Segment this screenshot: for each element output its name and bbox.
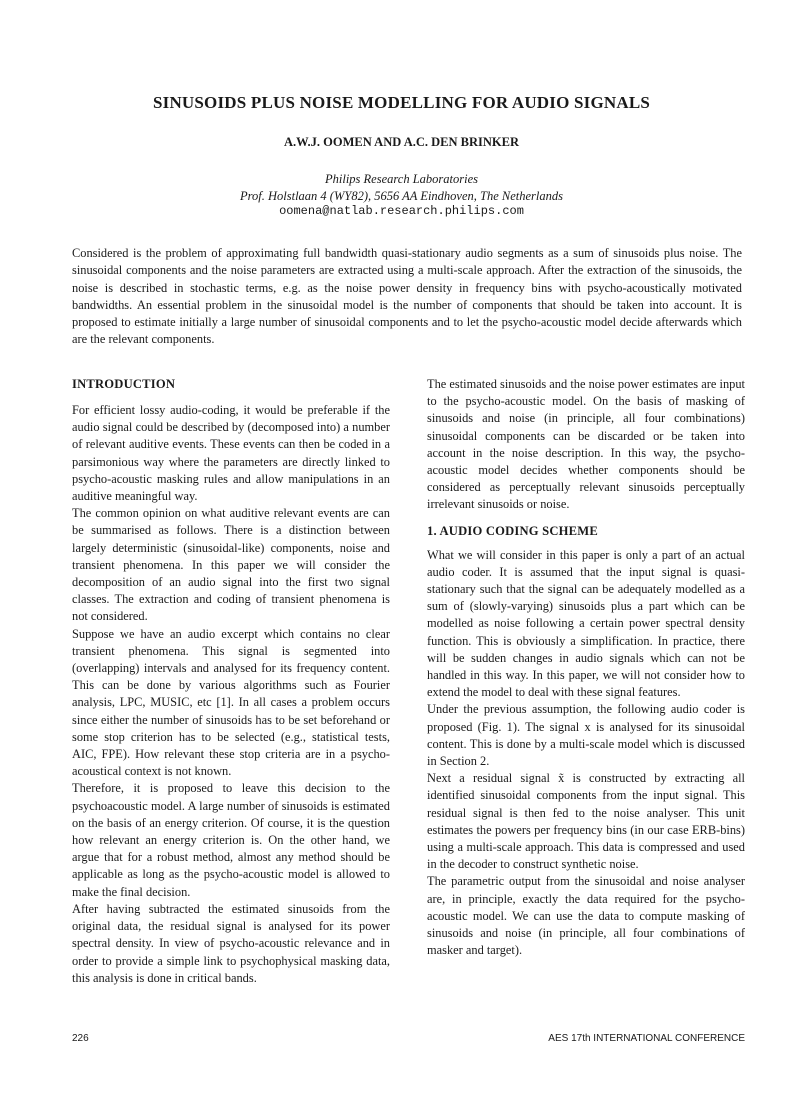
paragraph: The common opinion on what auditive relevant events are can be summarised as follows. There is a distinction between largely deterministic (sinusoidal-like) components, noise and transient phenomena. In this paper we will consider the decomposition of an audio signal into the first two signal classes. The extraction and coding of transient phenomena is not considered.	[72, 506, 390, 624]
affiliation-institution: Philips Research Laboratories	[324, 172, 478, 186]
paragraph: After having subtracted the estimated sinusoids from the original data, the residual signal is analysed for its power spectral density. In view of psycho-acoustic relevance and in order to provide a simple link to psychophysical masking data, this analysis is done in critical bands.	[72, 901, 390, 985]
paragraph: Therefore, it is proposed to leave this decision to the psychoacoustic model. A large number of sinusoids is estimated on the basis of an energy criterion. Of course, it is the question how relevant an energy criterion is. On the other hand, we argue that for a robust method, almost any method should be applicable as long as the psycho-acoustic model is allowed to make the final decision.	[72, 781, 390, 899]
paragraph: What we will consider in this paper is only a part of an actual audio coder. It is assumed that the input signal is quasi-stationary such that the signal can be adequately modelled as a sum of (slowly-varying) sinusoids plus a part which can be modelled as noise following a certain power spectral density function. This is obviously a simplification. In practice, there will be sudden changes in audio signals which can not be handled in this way. In this paper, we will not consider how to extend the model to deal with these signal features.	[427, 547, 745, 700]
section-heading-audio-coding-scheme: 1. AUDIO CODING SCHEME	[427, 523, 598, 538]
abstract: Considered is the problem of approximating full bandwidth quasi-stationary audio segments as a sum of sinusoids plus noise. The sinusoidal components and the noise parameters are extracted using a multi-scale approach. After the extraction of the sinusoids, the noise is described in stochastic terms, e.g. as the noise power density in frequency bins with psycho-acoustically motivated bandwidths. An essential problem in the sinusoidal model is the number of components that should be taken into account. It is proposed to estimate initially a large number of sinusoidal components and to let the psycho-acoustic model decide afterwards which are the relevant components.	[72, 246, 742, 347]
author-email: oomena@natlab.research.philips.com	[279, 204, 524, 218]
paper-title: SINUSOIDS PLUS NOISE MODELLING FOR AUDIO SIGNALS	[152, 93, 651, 112]
right-column	[427, 376, 745, 960]
paragraph: Under the previous assumption, the following audio coder is proposed (Fig. 1). The signal x is analysed for its sinusoidal content. This is done by a multi-scale model which is discussed in Section 2.	[427, 702, 745, 769]
conference-name: AES 17th INTERNATIONAL CONFERENCE	[548, 1033, 745, 1044]
paragraph: Suppose we have an audio excerpt which contains no clear transient phenomena. This signal is segmented into (overlapping) intervals and analysed for its frequency content. This can be done by various algorithms such as Fourier analysis, LPC, MUSIC, etc [1]. In all cases a problem occurs since either the number of sinusoids has to be set beforehand or some stop criterion has to be selected (e.g., statistical tests, AIC, FPE). How relevant these stop criteria are in a psycho-acoustical context is not known.	[72, 626, 390, 779]
page-number: 226	[72, 1033, 89, 1044]
paragraph: For efficient lossy audio-coding, it would be preferable if the audio signal could be described by (decomposed into) a number of relevant auditive events. These events can then be coded in a parsimonious way where the parameters are directly linked to psycho-acoustic masking rules and allow manipulations in an auditive meaningful way.	[72, 403, 390, 504]
paragraph: Next a residual signal x̃ is constructed by extracting all identified sinusoidal components from the input signal. This residual signal is then fed to the noise analyser. This unit estimates the powers per frequency bins (in our case ERB-bins) using a multi-scale approach. This data is compressed and used in the decoder to construct synthetic noise.	[427, 771, 745, 872]
paragraph: The estimated sinusoids and the noise power estimates are input to the psycho-acoustic model. On the basis of masking of sinusoids and noise (in principle, all four combinations) sinusoidal components can be discarded or be taken into account in the noise description. In this way, the psycho-acoustic model decides whether components should be considered as perceptually relevant sinusoids perceptually irrelevant sinusoids or noise.	[427, 377, 745, 512]
left-column	[72, 376, 390, 987]
paragraph: The parametric output from the sinusoidal and noise analyser are, in principle, exactly the data required for the psycho-acoustic model. We can use the data to compute masking of sinusoids and noise (in principle, all four combinations of masker and target).	[427, 874, 745, 958]
section-heading-introduction: INTRODUCTION	[72, 377, 176, 391]
affiliation	[0, 171, 803, 205]
affiliation-address: Prof. Holstlaan 4 (WY82), 5656 AA Eindhoven, The Netherlands	[239, 189, 564, 203]
paper-authors: A.W.J. OOMEN AND A.C. DEN BRINKER	[284, 135, 519, 149]
